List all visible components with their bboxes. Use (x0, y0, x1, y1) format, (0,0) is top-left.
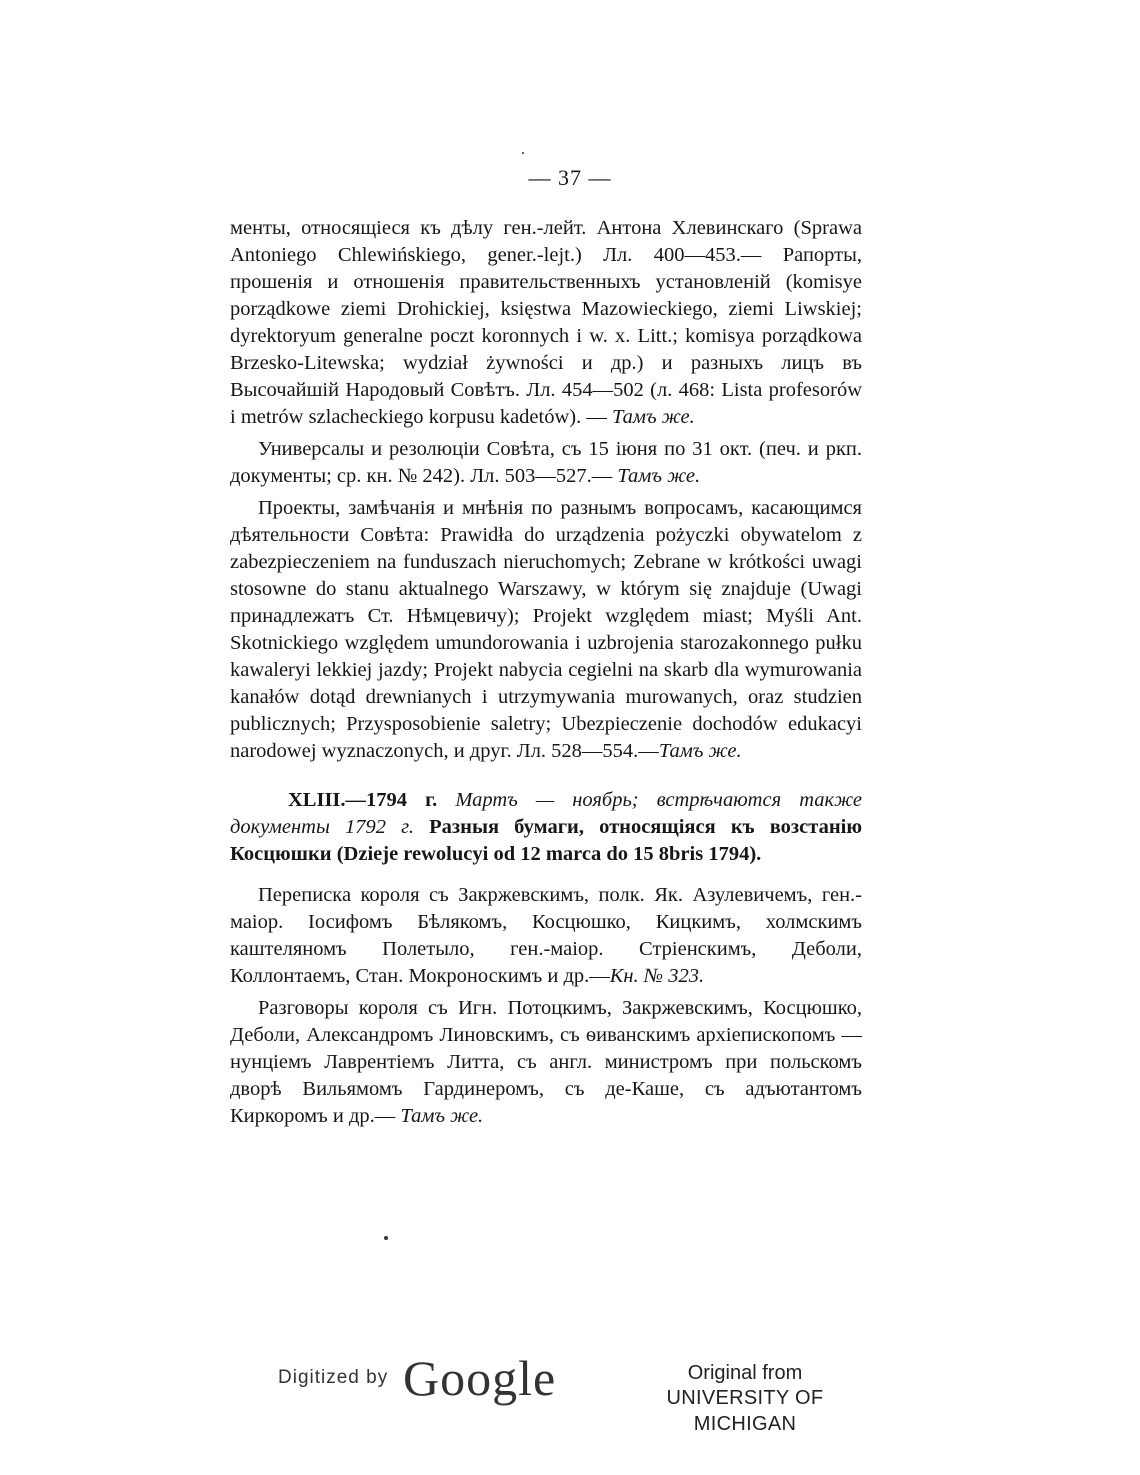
paragraph-1-text: менты, относящіеся къ дѣлу ген.-лейт. Антона Хлевинскаго (Sprawa Antoniego Chlewińskiego, gener.-lejt.) Лл. 400—453.— Рапорты, прошенія и отношенія правительственныхъ установленій (komisye porządkowe ziemi Drohickiej, księstwa Mazowieckiego, ziemi Liwskiej; dyrektoryum generalne poczt koronnych i w. x. Litt.; komisya porządkowa Brzesko-Litewska; wydział żywności и др.) и разныхъ лицъ въ Высочайшій Народовый Совѣтъ. Лл. 454—502 (л. 468: Lista profesorów i metrów szlacheckiego korpusu kadetów). — (230, 217, 862, 428)
section-date-range: Мартъ — ноябрь; встрѣчаются также документы 1792 г. (230, 789, 862, 838)
google-logo: Google (403, 1350, 557, 1406)
paragraph-3-text: Проекты, замѣчанія и мнѣнія по разнымъ вопросамъ, касающимся дѣятельности Совѣта: Prawidła do urządzenia pożyczki obywatelom z zabezpieczeniem na funduszach nieruchomych; Zebrane w krótkości uwagi stosowne do stanu aktualnego Warszawy, w którym się znajduje (Uwagi принадлежатъ Ст. Нѣмцевичу); Projekt względem miast; Myśli Ant. Skotnickiego względem umundorowania i uzbrojenia starozakonnego pułku kawaleryi lekkiej jazdy; Projekt nabycia cegielni na skarb dla wymurowania kanałów dotąd drewnianych i utrzymywania murowanych, oraz studzien publicznych; Przysposobienie saletry; Ubezpieczenie dochodów edukacyi narodowej wyznaczonych, и друг. Лл. 528—554.— (230, 497, 862, 762)
paragraph-5-text: Разговоры короля съ Игн. Потоцкимъ, Закржевскимъ, Косцюшко, Деболи, Александромъ Линовскимъ, съ ѳиванскимъ архіепископомъ — нунціемъ Лаврентіемъ Литта, съ англ. министромъ при польскомъ дворѣ Вильямомъ Гардинеромъ, съ де-Каше, съ адъютантомъ Киркоромъ и др.— (230, 997, 862, 1127)
paragraph-3-reference: Тамъ же. (658, 740, 742, 762)
page-number: — 37 — (528, 165, 612, 190)
paragraph-5 (230, 995, 862, 1130)
paragraph-2 (230, 436, 862, 490)
paragraph-3 (230, 495, 862, 765)
paragraph-4-reference: Кн. № 323. (609, 965, 705, 987)
paragraph-2-reference: Тамъ же. (617, 465, 701, 487)
digitized-by-label: Digitized by (278, 1367, 389, 1388)
digitization-footer (0, 1350, 1140, 1435)
institution-label: UNIVERSITY OF MICHIGAN (666, 1387, 824, 1435)
paragraph-2-text: Универсалы и резолюціи Совѣта, съ 15 іюня по 31 окт. (печ. и ркп. документы; ср. кн. № 242). Лл. 503—527.— (230, 438, 862, 487)
original-from-label: Original from (687, 1362, 803, 1384)
ink-speck-small (522, 152, 524, 154)
main-text-column (230, 215, 862, 1135)
original-source (620, 1361, 870, 1437)
paragraph-1 (230, 215, 862, 431)
section-heading (230, 787, 862, 868)
section-number: XLIII.—1794 г. (288, 789, 456, 811)
paragraph-1-reference: Тамъ же. (611, 406, 695, 428)
paragraph-5-reference: Тамъ же. (400, 1105, 484, 1127)
paragraph-4 (230, 882, 862, 990)
paragraph-4-text: Переписка короля съ Закржевскимъ, полк. Як. Азулевичемъ, ген.-маіор. Іосифомъ Бѣлякомъ, Косцюшко, Кицкимъ, холмскимъ каштеляномъ Полетыло, ген.-маіор. Стріенскимъ, Деболи, Коллонтаемъ, Стан. Мокроноскимъ и др.— (230, 884, 862, 987)
ink-speck (384, 1236, 388, 1240)
section-title: Разныя бумаги, относящіяся къ возстанію Косцюшки (Dzieje rewolucyi od 12 marca do 15 8bris 1794). (230, 816, 862, 865)
